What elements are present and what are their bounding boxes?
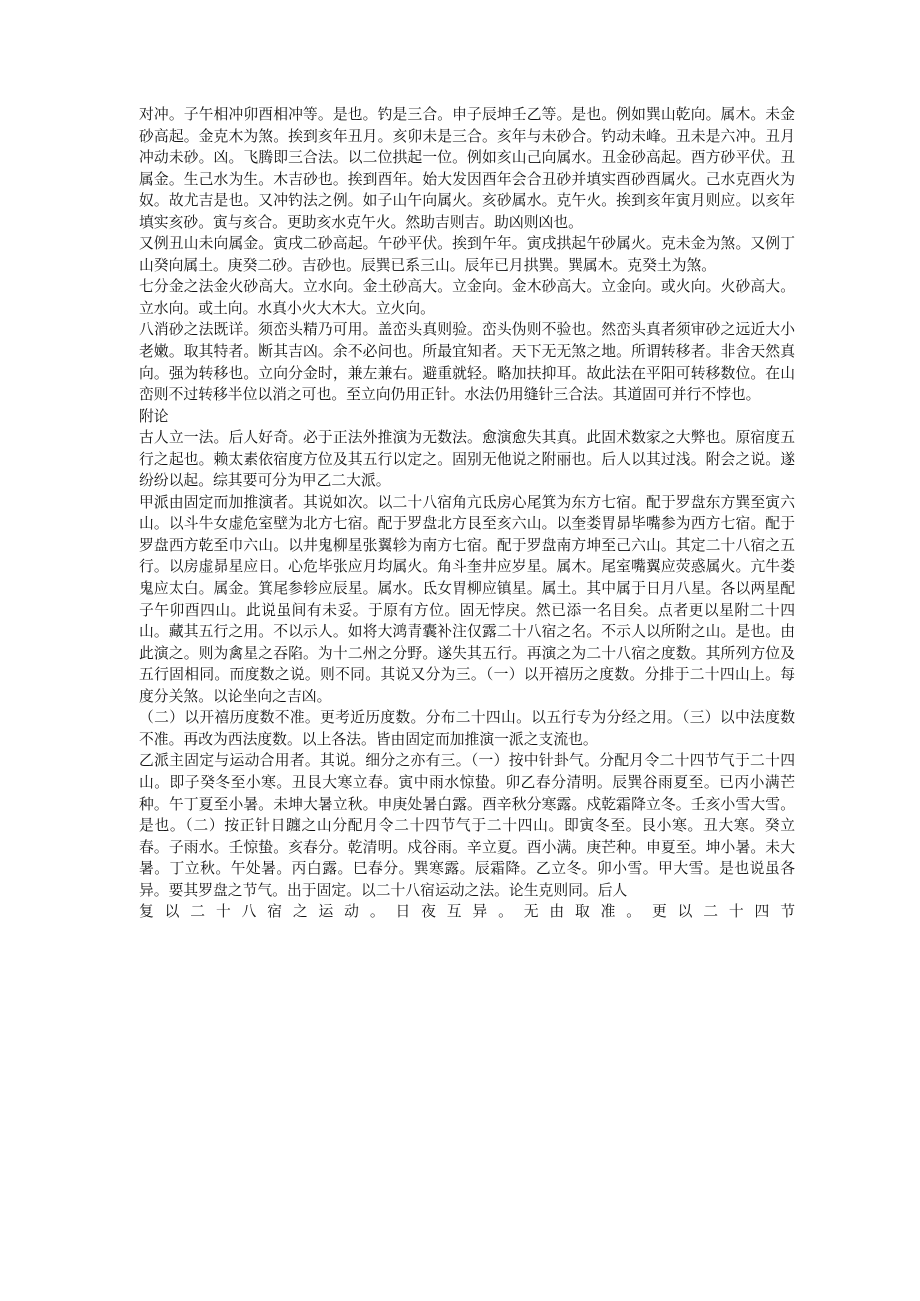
paragraph-5: 古人立一法。后人好奇。必于正法外推演为无数法。愈演愈失其真。此固术数家之大弊也。原宿度五行之起也。赖太素依宿度方位及其五行以定之。固别无他说之附丽也。后人以其过浅。附会之说。遂纷纷以起。综其要可分为甲乙二大派。 bbox=[139, 429, 795, 490]
paragraph-4: 八消砂之法既详。须峦头精乃可用。盖峦头真则验。峦头伪则不验也。然峦头真者须审砂之远近大小老嫩。取其特者。断其吉凶。余不必问也。所最宜知者。天下无无煞之地。所谓转移者。非舍天然真向。强为转移也。立向分金时，兼左兼右。避重就轻。略加扶抑耳。故此法在平阳可转移数位。在山峦则不过转移半位以消之可也。至立向仍用正针。水法仍用缝针三合法。其道固可并行不悖也。 bbox=[139, 321, 795, 404]
paragraph-last-line: 复以二十八宿之运动。日夜互异。无由取准。更以二十四节 bbox=[139, 903, 795, 921]
paragraph-3: 七分金之法金火砂高大。立水向。金土砂高大。立金向。金木砂高大。立金向。或火向。火砂高大。立水向。或土向。水真小火大木大。立火向。 bbox=[139, 278, 795, 317]
paragraph-6: 甲派由固定而加推演者。其说如次。以二十八宿角亢氐房心尾箕为东方七宿。配于罗盘东方巽至寅六山。以斗牛女虚危室壁为北方七宿。配于罗盘北方艮至亥六山。以奎娄胃昴毕嘴参为西方七宿。配于罗盘西方乾至巾六山。以井鬼柳星张翼轸为南方七宿。配于罗盘南方坤至己六山。其定二十八宿之五行。以房虚昴星应日。心危毕张应月均属火。角斗奎井应岁星。属木。尾室嘴翼应荧惑属火。亢牛娄鬼应太白。属金。箕尾参轸应辰星。属水。氐女胃柳应镇星。属土。其中属于日月八星。各以两星配子午卯酉四山。此说虽间有未妥。于原有方位。固无悖戾。然已添一名目矣。点者更以星附二十四山。藏其五行之用。不以示人。如将大鸿青囊补注仅露二十八宿之名。不示人以所附之山。是也。由此演之。则为禽星之吞陷。为十二州之分野。遂失其五行。再演之为二十八宿之度数。其所列方位及五行固相同。而度数之说。则不同。其说又分为三。（一）以开禧历之度数。分排于二十四山上。每度分关煞。以论坐向之吉凶。 bbox=[139, 493, 795, 705]
document-page bbox=[139, 104, 795, 923]
paragraph-2: 又例丑山未向属金。寅戌二砂高起。午砂平伏。挨到午年。寅戌拱起午砂属火。克未金为煞。又例丁山癸向属土。庚癸二砂。吉砂也。辰巽已系三山。辰年已月拱巽。巽属木。克癸土为煞。 bbox=[139, 235, 795, 274]
paragraph-7: （二）以开禧历度数不准。更考近历度数。分布二十四山。以五行专为分经之用。（三）以中法度数不准。再改为西法度数。以上各法。皆由固定而加推演一派之支流也。 bbox=[139, 709, 795, 748]
paragraph-8: 乙派主固定与运动合用者。其说。细分之亦有三。（一）按中针卦气。分配月令二十四节气于二十四山。即子癸冬至小寒。丑艮大寒立春。寅中雨水惊蛰。卯乙春分清明。辰巽谷雨夏至。已丙小满芒种。午丁夏至小暑。未坤大暑立秋。申庚处暑白露。酉辛秋分寒露。戍乾霜降立冬。壬亥小雪大雪。是也。（二）按正针日躔之山分配月令二十四节气于二十四山。即寅冬至。艮小寒。丑大寒。癸立春。子雨水。壬惊蛰。亥春分。乾清明。戍谷雨。辛立夏。酉小满。庚芒种。申夏至。坤小暑。未大暑。丁立秋。午处暑。丙白露。巳春分。巽寒露。辰霜降。乙立冬。卯小雪。甲大雪。是也说虽各异。要其罗盘之节气。出于固定。以二十八宿运动之法。论生克则同。后人 bbox=[139, 752, 795, 899]
paragraph-1: 对冲。子午相冲卯酉相冲等。是也。钓是三合。申子辰坤壬乙等。是也。例如巽山乾向。属木。未金砂高起。金克木为煞。挨到亥年丑月。亥卯未是三合。亥年与未砂合。钓动未峰。丑未是六冲。丑月冲动未砂。凶。飞腾即三合法。以二位拱起一位。例如亥山己向属水。丑金砂高起。酉方砂平伏。丑属金。生己水为生。木吉砂也。挨到酉年。始大发因酉年会合丑砂并填实酉砂酉属火。己水克酉火为奴。故尤吉是也。又冲钓法之例。如子山午向属火。亥砂属水。克午火。挨到亥年寅月则应。以亥年填实亥砂。寅与亥合。更助亥水克午火。然助吉则吉。助凶则凶也。 bbox=[139, 106, 795, 231]
section-heading-appendix: 附论 bbox=[139, 407, 169, 425]
